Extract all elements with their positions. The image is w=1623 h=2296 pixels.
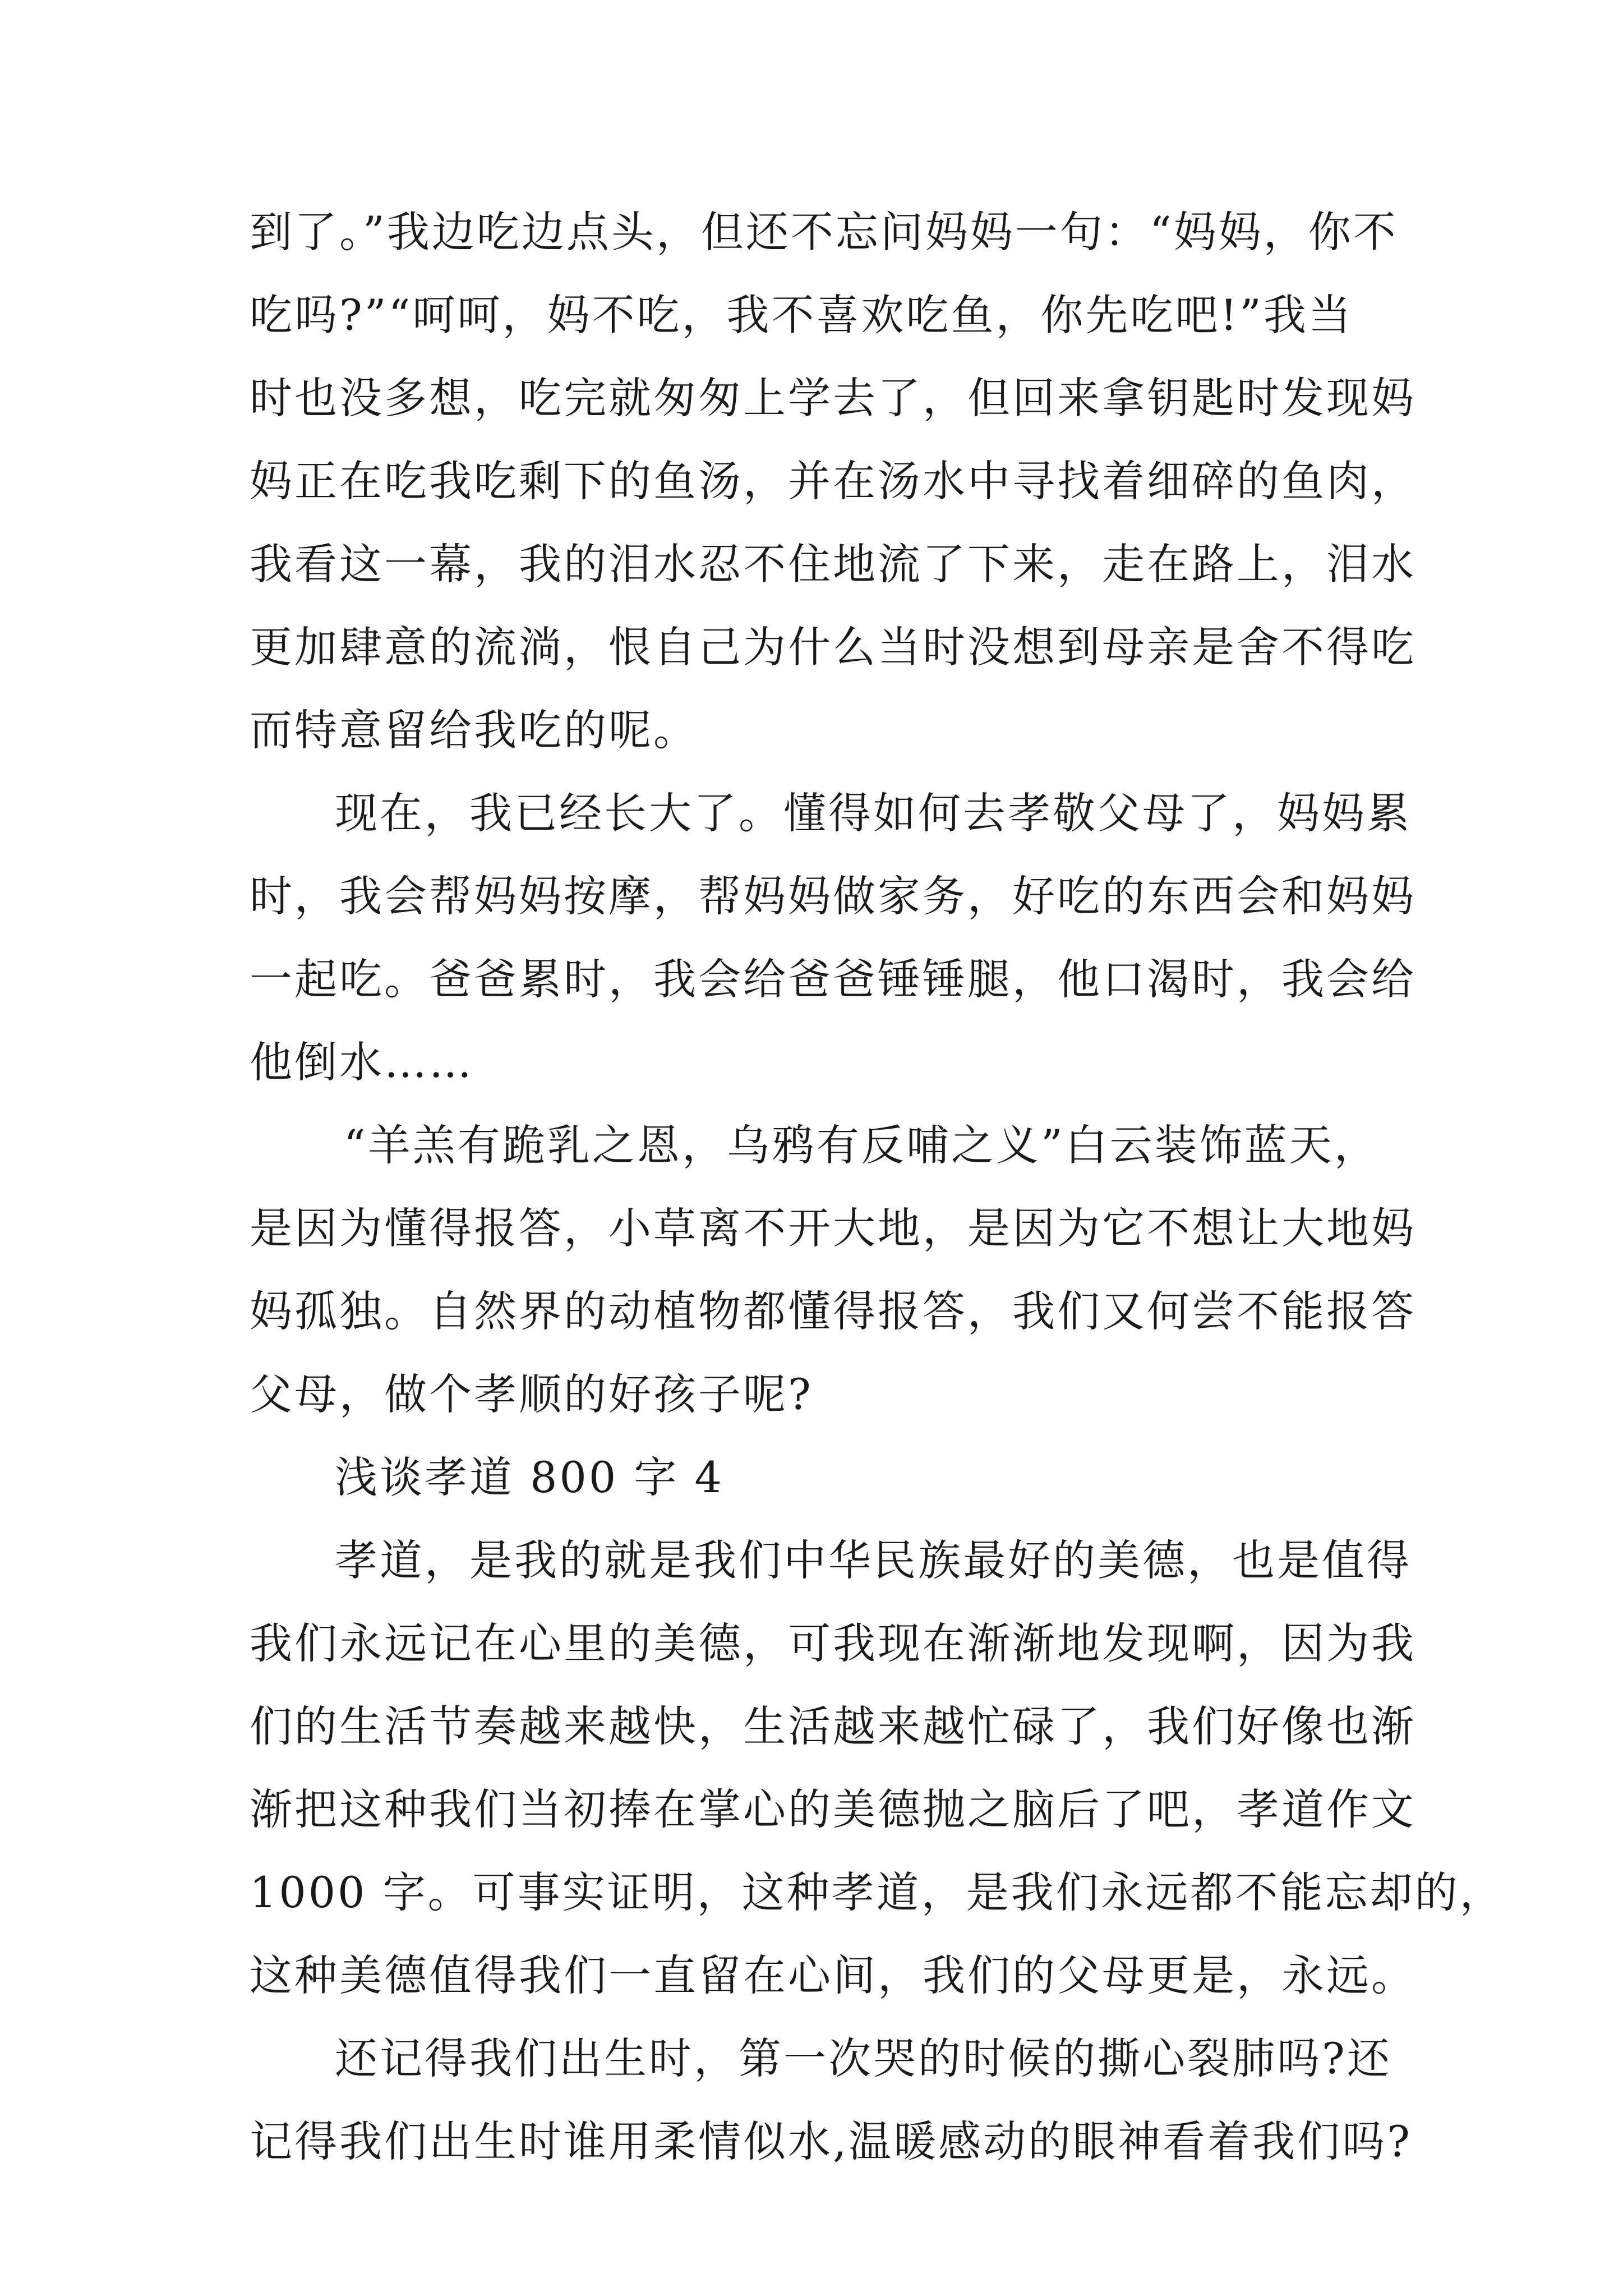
document-body xyxy=(250,191,1505,2183)
text-line: 父母，做个孝顺的好孩子呢? xyxy=(250,1369,813,1419)
text-line: 渐把这种我们当初捧在掌心的美德抛之脑后了吧，孝道作文 xyxy=(250,1784,1416,1834)
paragraph-first-line: “羊羔有跪乳之恩，乌鸦有反哺之义”白云装饰蓝天， xyxy=(344,1120,1379,1170)
text-line: 我们永远记在心里的美德，可我现在渐渐地发现啊，因为我 xyxy=(250,1618,1416,1668)
text-line: 时，我会帮妈妈按摩，帮妈妈做家务，好吃的东西会和妈妈 xyxy=(250,871,1416,921)
text-line: 吃吗?”“呵呵，妈不吃，我不喜欢吃鱼，你先吃吧!”我当 xyxy=(250,290,1353,340)
paragraph-first-line: 孝道，是我的就是我们中华民族最好的美德，也是值得 xyxy=(335,1535,1412,1585)
text-line: 更加肆意的流淌，恨自己为什么当时没想到母亲是舍不得吃 xyxy=(250,622,1416,672)
paragraph-first-line: 还记得我们出生时，第一次哭的时候的撕心裂肺吗?还 xyxy=(335,2033,1392,2083)
text-line: 我看这一幕，我的泪水忍不住地流了下来，走在路上，泪水 xyxy=(250,539,1416,589)
text-line: 这种美德值得我们一直留在心间，我们的父母更是，永远。 xyxy=(250,1950,1416,2000)
text-line: 1000 字。可事实证明，这种孝道，是我们永远都不能忘却的， xyxy=(250,1867,1505,1917)
text-line: 时也没多想，吃完就匆匆上学去了，但回来拿钥匙时发现妈 xyxy=(250,373,1416,423)
section-heading: 浅谈孝道 800 字 4 xyxy=(335,1452,724,1502)
paragraph-first-line: 现在，我已经长大了。懂得如何去孝敬父母了，妈妈累 xyxy=(335,788,1412,838)
text-line: 妈孤独。自然界的动植物都懂得报答，我们又何尝不能报答 xyxy=(250,1286,1416,1336)
text-line: 是因为懂得报答，小草离不开大地，是因为它不想让大地妈 xyxy=(250,1203,1416,1253)
text-line: 而特意留给我吃的呢。 xyxy=(250,705,698,755)
text-line: 一起吃。爸爸累时，我会给爸爸锤锤腿，他口渴时，我会给 xyxy=(250,954,1416,1004)
text-line: 们的生活节奏越来越快，生活越来越忙碌了，我们好像也渐 xyxy=(250,1701,1416,1751)
text-line: 妈正在吃我吃剩下的鱼汤，并在汤水中寻找着细碎的鱼肉， xyxy=(250,456,1416,506)
text-line: 他倒水…… xyxy=(250,1037,474,1087)
text-line: 到了。”我边吃边点头，但还不忘问妈妈一句：“妈妈，你不 xyxy=(250,207,1398,257)
text-line: 记得我们出生时谁用柔情似水,温暖感动的眼神看着我们吗? xyxy=(250,2116,1412,2166)
